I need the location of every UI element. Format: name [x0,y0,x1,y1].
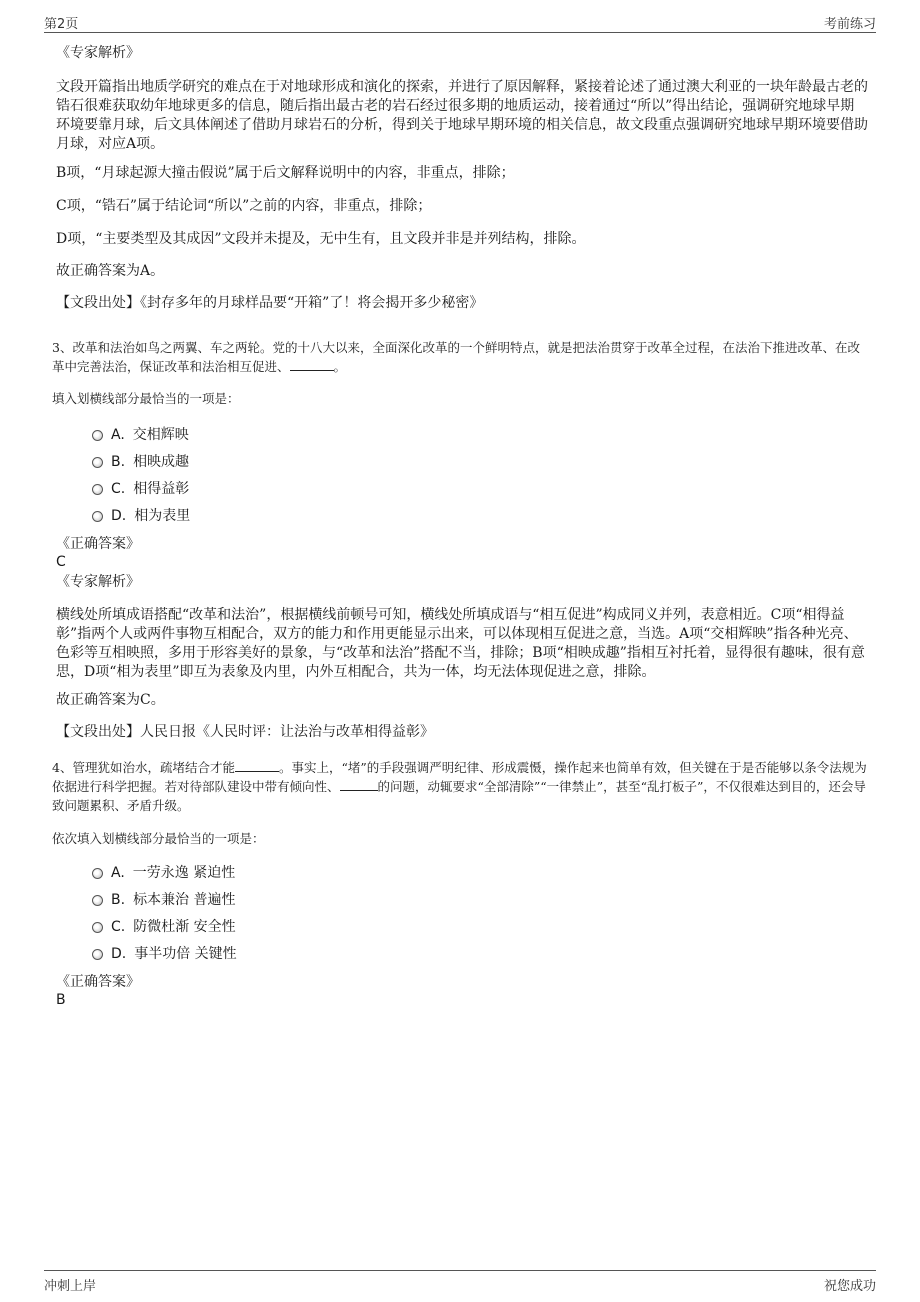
q4-stem [52,758,870,815]
q4-option-b[interactable] [92,891,236,909]
q2-source: 【文段出处】《封存多年的月球样品要“开箱”了！将会揭开多少秘密》 [56,295,484,311]
radio-button[interactable] [92,484,103,495]
q2-analysis-text: 文段开篇指出地质学研究的难点在于对地球形成和演化的探索，并进行了原因解释，紧接着论述了通过澳大利亚的一块年龄最古老的锆石很难获取幼年地球更多的信息，随后指出最古老的岩石经过很多期的地质运动，接着通过“所以”得出结论，强调研究地球早期环境要靠月球，后文具体阐述了借助月球岩石的分析，得到关于地球早期环境的相关信息，故文段重点强调研究地球早期环境要借助月球，对应A项。 [56,79,868,152]
q4-stem-part-1: 4、管理犹如治水，疏堵结合才能 [52,760,235,775]
radio-button[interactable] [92,868,103,879]
q4-option-d[interactable] [92,945,237,963]
q4-prompt: 依次填入划横线部分最恰当的一项是： [52,831,265,846]
q4-answer-label: 《正确答案》 [56,974,140,990]
radio-button[interactable] [92,949,103,960]
option-letter: B. [111,454,126,470]
radio-button[interactable] [92,511,103,522]
q3-stem-part-2: 。 [333,359,347,374]
option-letter: C. [111,481,126,497]
q4-option-a[interactable] [92,864,235,882]
q4-option-c[interactable] [92,918,236,936]
q2-option-d-analysis: D项，“主要类型及其成因”文段并未提及，无中生有，且文段并非是并列结构，排除。 [56,231,586,247]
q3-answer: C [56,554,66,570]
option-text: 标本兼治 普遍性 [133,892,236,908]
option-text: 相映成趣 [133,454,190,470]
option-letter: D. [111,946,127,962]
q3-source: 【文段出处】人民日报《人民时评：让法治与改革相得益彰》 [56,724,434,740]
footer-left: 冲刺上岸 [44,1279,97,1294]
option-letter: A. [111,427,125,443]
q4-blank-1 [235,761,279,772]
page-footer [44,1270,876,1295]
page-number: 第2页 [44,17,79,32]
q3-analysis-text: 横线处所填成语搭配“改革和法治”，根据横线前顿号可知，横线处所填成语与“相互促进”构成同义并列，表意相近。C项“相得益彰”指两个人或两件事物互相配合，双方的能力和作用更能显示出来，可以体现相互促进之意，当选。A项“交相辉映”指各种光亮、色彩等互相映照，多用于形容美好的景象，与“改革和法治”搭配不当，排除；B项“相映成趣”指相互衬托着，显得很有趣味，很有意思，D项“相为表里”即互为表象及内里，内外互相配合，共为一体，均无法体现促进之意，排除。 [56,607,865,680]
option-text: 一劳永逸 紧迫性 [132,865,236,881]
q3-answer-label: 《正确答案》 [56,536,140,552]
option-letter: B. [111,892,126,908]
q3-blank [290,360,334,371]
option-letter: D. [111,508,127,524]
radio-button[interactable] [92,457,103,468]
header-title: 考前练习 [823,17,876,32]
q2-conclusion: 故正确答案为A。 [56,263,165,279]
q4-blank-2 [340,780,378,791]
footer-right: 祝您成功 [823,1279,876,1294]
q2-option-c-analysis: C项，“锆石”属于结论词“所以”之前的内容，非重点，排除； [56,198,432,214]
q3-option-b[interactable] [92,453,189,471]
q4-answer: B [56,992,66,1008]
q3-option-a[interactable] [92,426,189,444]
q3-prompt: 填入划横线部分最恰当的一项是： [52,391,240,406]
radio-button[interactable] [92,430,103,441]
q3-stem [52,338,870,376]
q3-option-c[interactable] [92,480,189,498]
option-letter: A. [111,865,125,881]
q4-stem-part-3: 的问题，动辄要求“全部清除”“一律禁止”，甚至“乱打板子”，不仅很难达到目的，还会导致问题累积、矛盾升级。 [52,779,866,813]
radio-button[interactable] [92,895,103,906]
q2-analysis-label: 《专家解析》 [56,45,140,61]
q4-stem-part-2: 。事实上，“堵”的手段强调严明纪律、形成震慑，操作起来也简单有效，但关键在于是否能够以条令法规为依据进行科学把握。若对待部队建设中带有倾向性、 [52,760,867,794]
q3-conclusion: 故正确答案为C。 [56,692,165,708]
q3-analysis-label: 《专家解析》 [56,574,140,590]
q3-option-d[interactable] [92,507,190,525]
option-text: 事半功倍 关键性 [134,946,237,962]
option-text: 防微杜渐 安全性 [133,919,236,935]
option-letter: C. [111,919,126,935]
option-text: 相为表里 [134,508,191,524]
radio-button[interactable] [92,922,103,933]
option-text: 交相辉映 [132,427,189,443]
option-text: 相得益彰 [133,481,190,497]
q3-stem-part-1: 3、改革和法治如鸟之两翼、车之两轮。党的十八大以来，全面深化改革的一个鲜明特点，就是把法治贯穿于改革全过程，在法治下推进改革、在改革中完善法治，保证改革和法治相互促进、 [52,340,860,374]
q2-option-b-analysis: B项，“月球起源大撞击假说”属于后文解释说明中的内容，非重点，排除； [56,165,515,181]
page-header [44,10,876,33]
